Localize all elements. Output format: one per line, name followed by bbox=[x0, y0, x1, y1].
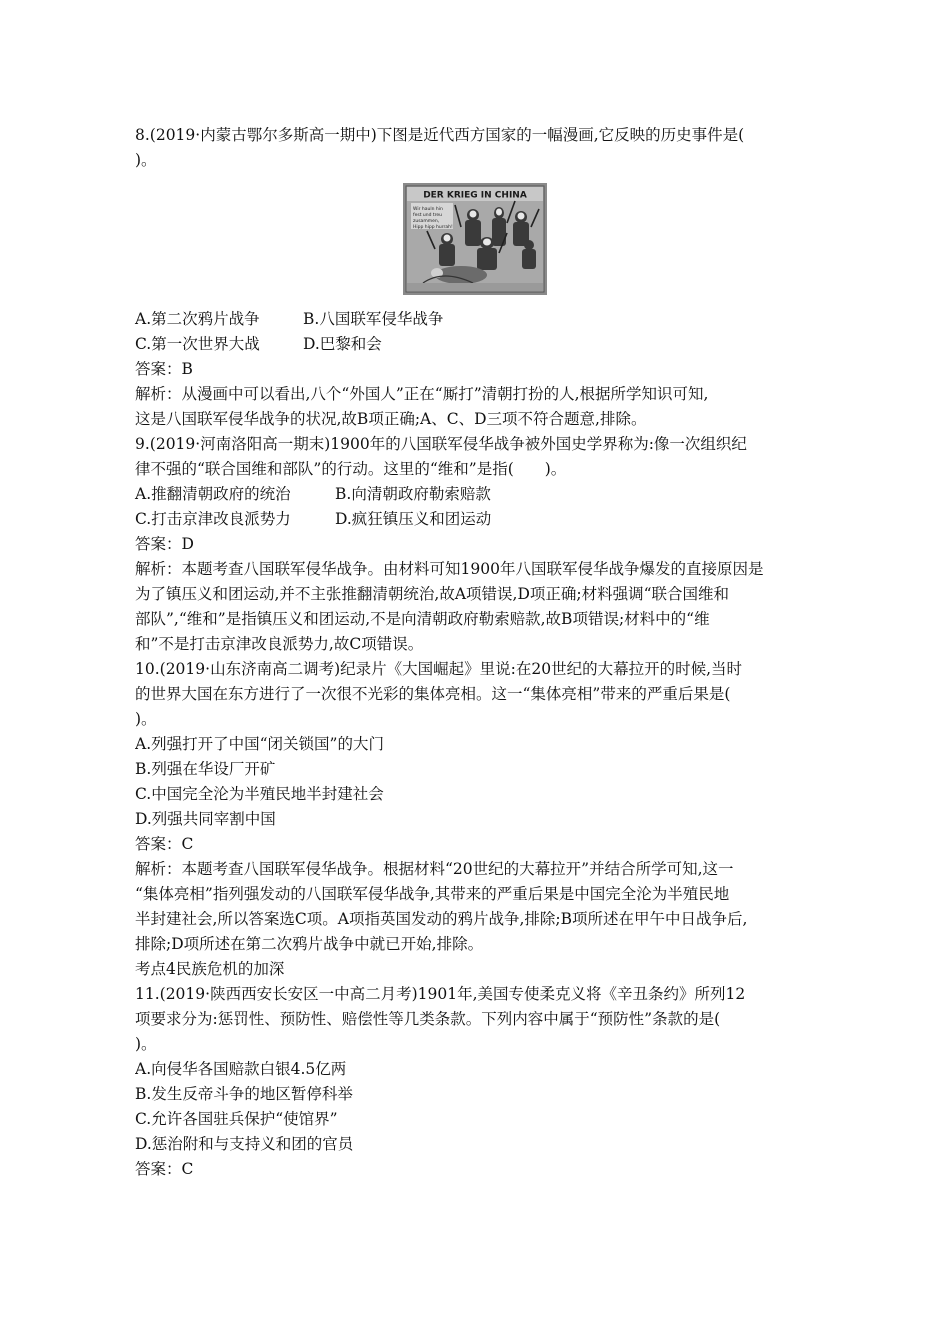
option-a: A.列强打开了中国“闭关锁国”的大门 bbox=[135, 735, 384, 753]
analysis: “集体亮相”指列强发动的八国联军侵华战争,其带来的严重后果是中国完全沦为半殖民地 bbox=[135, 885, 730, 903]
question-10 bbox=[135, 657, 815, 957]
answer: 答案：B bbox=[135, 360, 193, 378]
document-page bbox=[135, 123, 815, 1182]
question-stem: 9.(2019·河南洛阳高一期末)1900年的八国联军侵华战争被外国史学界称为:像一次组织纪 bbox=[135, 435, 747, 453]
question-stem: 10.(2019·山东济南高二调考)纪录片《大国崛起》里说:在20世纪的大幕拉开的时候,当时 bbox=[135, 660, 742, 678]
cartoon-image bbox=[403, 183, 547, 295]
option-a: A.向侵华各国赔款白银4.5亿两 bbox=[135, 1060, 347, 1078]
question-stem: )。 bbox=[135, 151, 157, 169]
option-a: A.第二次鸦片战争 bbox=[135, 310, 260, 328]
option-d: D.列强共同宰割中国 bbox=[135, 810, 276, 828]
question-stem: )。 bbox=[135, 1035, 157, 1053]
svg-text:Hipp hipp hurrah!: Hipp hipp hurrah! bbox=[413, 225, 453, 230]
option-b: B.列强在华设厂开矿 bbox=[135, 760, 276, 778]
svg-text:zusammen,: zusammen, bbox=[413, 219, 440, 224]
question-stem: )。 bbox=[135, 710, 157, 728]
option-c: C.打击京津改良派势力 bbox=[135, 510, 291, 528]
question-stem: 律不强的“联合国维和部队”的行动。这里的“维和”是指( )。 bbox=[135, 460, 567, 478]
question-stem: 11.(2019·陕西西安长安区一中高二月考)1901年,美国专使柔克义将《辛丑条约》所列12 bbox=[135, 985, 746, 1003]
option-b: B.八国联军侵华战争 bbox=[303, 310, 444, 328]
svg-text:fest und treu: fest und treu bbox=[413, 213, 443, 218]
option-b: B.向清朝政府勒索赔款 bbox=[335, 485, 491, 503]
question-stem: 项要求分为:惩罚性、预防性、赔偿性等几类条款。下列内容中属于“预防性”条款的是( bbox=[135, 1010, 721, 1028]
option-d: D.巴黎和会 bbox=[303, 335, 382, 353]
analysis: 这是八国联军侵华战争的状况,故B项正确;A、C、D三项不符合题意,排除。 bbox=[135, 410, 647, 428]
answer: 答案：C bbox=[135, 835, 194, 853]
option-b: B.发生反帝斗争的地区暂停科举 bbox=[135, 1085, 353, 1103]
option-c: C.第一次世界大战 bbox=[135, 335, 260, 353]
analysis: 解析：从漫画中可以看出,八个“外国人”正在“厮打”清朝打扮的人,根据所学知识可知, bbox=[135, 385, 709, 403]
analysis: 解析：本题考查八国联军侵华战争。根据材料“20世纪的大幕拉开”并结合所学可知,这一 bbox=[135, 860, 734, 878]
analysis: 排除;D项所述在第二次鸦片战争中就已开始,排除。 bbox=[135, 935, 484, 953]
option-d: D.疯狂镇压义和团运动 bbox=[335, 510, 492, 528]
svg-text:Wir hauln hin: Wir hauln hin bbox=[413, 207, 443, 212]
analysis: 部队”,“维和”是指镇压义和团运动,不是向清朝政府勒索赔款,故B项错误;材料中的“维 bbox=[135, 610, 710, 628]
analysis: 和”不是打击京津改良派势力,故C项错误。 bbox=[135, 635, 424, 653]
option-c: C.允许各国驻兵保护“使馆界” bbox=[135, 1110, 338, 1128]
options-row bbox=[135, 332, 815, 357]
analysis: 为了镇压义和团运动,并不主张推翻清朝统治,故A项错误,D项正确;材料强调“联合国维和 bbox=[135, 585, 730, 603]
options-row bbox=[135, 507, 815, 532]
question-9 bbox=[135, 432, 815, 657]
answer: 答案：D bbox=[135, 535, 194, 553]
cartoon-title: DER KRIEG IN CHINA bbox=[423, 190, 527, 201]
answer: 答案：C bbox=[135, 1160, 194, 1178]
section-heading: 考点4民族危机的加深 bbox=[135, 960, 285, 978]
analysis: 解析：本题考查八国联军侵华战争。由材料可知1900年八国联军侵华战争爆发的直接原因是 bbox=[135, 560, 764, 578]
option-c: C.中国完全沦为半殖民地半封建社会 bbox=[135, 785, 384, 803]
option-a: A.推翻清朝政府的统治 bbox=[135, 485, 291, 503]
question-stem: 8.(2019·内蒙古鄂尔多斯高一期中)下图是近代西方国家的一幅漫画,它反映的历史事件是( bbox=[135, 126, 745, 144]
options-row bbox=[135, 307, 815, 332]
question-stem: 的世界大国在东方进行了一次很不光彩的集体亮相。这一“集体亮相”带来的严重后果是( bbox=[135, 685, 731, 703]
analysis: 半封建社会,所以答案选C项。A项指英国发动的鸦片战争,排除;B项所述在甲午中日战争后, bbox=[135, 910, 748, 928]
question-8 bbox=[135, 123, 815, 432]
option-d: D.惩治附和与支持义和团的官员 bbox=[135, 1135, 354, 1153]
question-11 bbox=[135, 982, 815, 1182]
options-row bbox=[135, 482, 815, 507]
